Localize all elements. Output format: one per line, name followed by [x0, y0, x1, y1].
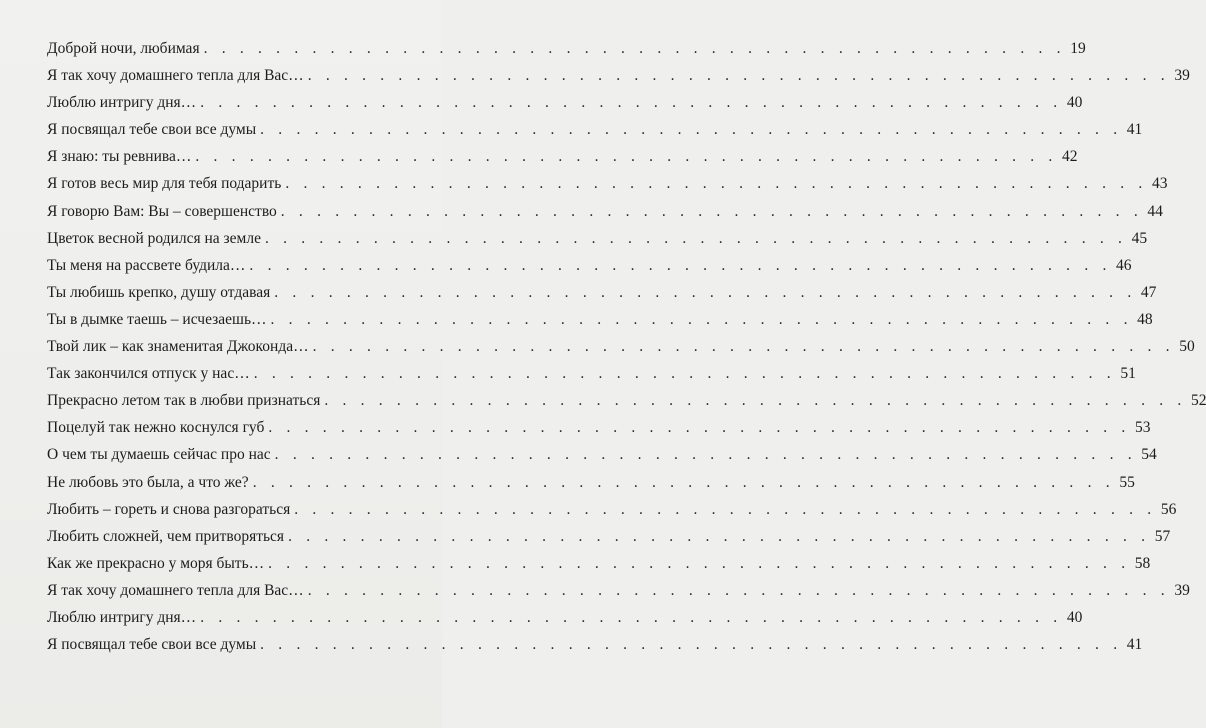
toc-dot-leader: . . . . . . . . . . . . . . . . . . . . . . . . . . . . . . . . . . . . . . . . . . . . . . . . — [203, 40, 1066, 57]
toc-entry-title: Я говорю Вам: Вы – совершенство — [47, 202, 277, 220]
toc-dot-leader: . . . . . . . . . . . . . . . . . . . . . . . . . . . . . . . . . . . . . . . . . . . . . . . . — [294, 500, 1157, 518]
toc-entry — [47, 604, 1083, 631]
toc-entry-title: Люблю интригу дня… — [47, 94, 197, 112]
toc-dot-leader: . . . . . . . . . . . . . . . . . . . . . . . . . . . . . . . . . . . . . . . . . . . . . . . . — [264, 229, 1128, 247]
toc-entry — [47, 252, 1132, 279]
toc-entry-title: Доброй ночи, любимая — [47, 40, 200, 57]
toc-dot-leader: . . . . . . . . . . . . . . . . . . . . . . . . . . . . . . . . . . . . . . . . . . . . . . . . — [307, 67, 1170, 85]
toc-dot-leader: . . . . . . . . . . . . . . . . . . . . . . . . . . . . . . . . . . . . . . . . . . . . . . . . — [195, 148, 1058, 166]
toc-entry — [47, 550, 1151, 577]
toc-entry-page: 19 — [1070, 40, 1086, 57]
toc-entry-page: 48 — [1137, 310, 1153, 328]
toc-entry-title: Так закончился отпуск у нас… — [47, 365, 250, 383]
toc-entry-page: 39 — [1174, 67, 1190, 85]
toc-entry-title: Твой лик – как знаменитая Джоконда… — [47, 338, 309, 356]
toc-entry-title: Прекрасно летом так в любви признаться — [47, 392, 321, 410]
toc-entry-title: Любить – гореть и снова разгораться — [47, 500, 291, 518]
toc-entry — [47, 523, 1171, 550]
toc-dot-leader: . . . . . . . . . . . . . . . . . . . . . . . . . . . . . . . . . . . . . . . . . . . . . . . . — [288, 527, 1151, 545]
toc-entry-title: Цветок весной родился на земле — [47, 229, 261, 247]
toc-entry — [47, 198, 1163, 225]
toc-entry-page: 41 — [1126, 636, 1143, 654]
toc-entry-page: 57 — [1154, 527, 1171, 545]
toc-entry — [47, 62, 1190, 89]
toc-dot-leader: . . . . . . . . . . . . . . . . . . . . . . . . . . . . . . . . . . . . . . . . . . . . . . . . — [324, 392, 1187, 410]
toc-entry-title: Я посвящал тебе свои все думы — [47, 121, 257, 139]
toc-entry-page: 45 — [1131, 229, 1148, 247]
toc-entry — [47, 116, 1143, 143]
toc-entry — [47, 360, 1136, 387]
toc-entry-page: 54 — [1141, 446, 1157, 464]
toc-entry-title: Я готов весь мир для тебя подарить — [47, 175, 282, 193]
toc-entry-title: Как же прекрасно у моря быть… — [47, 554, 265, 572]
toc-entry-page: 41 — [1126, 121, 1143, 139]
toc-entry-page: 55 — [1119, 473, 1135, 491]
toc-entry — [47, 35, 1086, 62]
toc-entry-page: 50 — [1179, 338, 1195, 356]
toc-entry — [47, 279, 1157, 306]
toc-entry — [47, 414, 1151, 441]
toc-entry — [47, 387, 1206, 414]
toc-dot-leader: . . . . . . . . . . . . . . . . . . . . . . . . . . . . . . . . . . . . . . . . . . . . . . . . — [200, 608, 1063, 626]
toc-entry-page: 42 — [1062, 148, 1078, 166]
toc-entry — [47, 469, 1135, 496]
toc-entry-title: Я так хочу домашнего тепла для Вас… — [47, 581, 304, 599]
toc-dot-leader: . . . . . . . . . . . . . . . . . . . . . . . . . . . . . . . . . . . . . . . . . . . . . . . . — [253, 365, 1116, 383]
toc-entry-page: 39 — [1174, 581, 1190, 599]
toc-entry-page: 43 — [1151, 175, 1168, 193]
toc-dot-leader: . . . . . . . . . . . . . . . . . . . . . . . . . . . . . . . . . . . . . . . . . . . . . . . . — [280, 202, 1143, 220]
toc-entry — [47, 89, 1083, 116]
toc-entry-title: Любить сложней, чем притворяться — [47, 527, 285, 545]
toc-entry — [47, 631, 1143, 658]
toc-entry-title: Не любовь это была, а что же? — [47, 473, 249, 491]
toc-entry — [47, 577, 1190, 604]
toc-dot-leader: . . . . . . . . . . . . . . . . . . . . . . . . . . . . . . . . . . . . . . . . . . . . . . . . — [268, 419, 1131, 437]
toc-dot-leader: . . . . . . . . . . . . . . . . . . . . . . . . . . . . . . . . . . . . . . . . . . . . . . . . — [270, 310, 1133, 328]
toc-dot-leader: . . . . . . . . . . . . . . . . . . . . . . . . . . . . . . . . . . . . . . . . . . . . . . . . — [312, 338, 1175, 356]
table-of-contents — [47, 35, 1206, 658]
toc-entry-page: 47 — [1140, 283, 1157, 301]
toc-entry — [47, 170, 1168, 197]
toc-entry — [47, 441, 1157, 468]
toc-entry — [47, 306, 1153, 333]
toc-entry-page: 46 — [1116, 256, 1132, 274]
toc-dot-leader: . . . . . . . . . . . . . . . . . . . . . . . . . . . . . . . . . . . . . . . . . . . . . . . . — [252, 473, 1115, 491]
toc-entry-title: Я так хочу домашнего тепла для Вас… — [47, 67, 304, 85]
toc-entry-page: 51 — [1120, 365, 1136, 383]
toc-entry-title: Ты меня на рассвете будила… — [47, 256, 246, 274]
toc-entry — [47, 225, 1148, 252]
toc-entry-title: Поцелуй так нежно коснулся губ — [47, 419, 265, 437]
toc-entry-title: Ты любишь крепко, душу отдавая — [47, 283, 271, 301]
toc-dot-leader: . . . . . . . . . . . . . . . . . . . . . . . . . . . . . . . . . . . . . . . . . . . . . . . . — [260, 121, 1123, 139]
toc-entry-title: Я знаю: ты ревнива… — [47, 148, 192, 166]
toc-entry-page: 44 — [1147, 202, 1163, 220]
toc-dot-leader: . . . . . . . . . . . . . . . . . . . . . . . . . . . . . . . . . . . . . . . . . . . . . . . . — [249, 256, 1112, 274]
toc-dot-leader: . . . . . . . . . . . . . . . . . . . . . . . . . . . . . . . . . . . . . . . . . . . . . . . . — [285, 175, 1148, 193]
toc-entry — [47, 333, 1195, 360]
toc-entry-page: 40 — [1066, 94, 1083, 112]
toc-entry — [47, 143, 1078, 170]
toc-entry-page: 40 — [1066, 608, 1083, 626]
toc-entry-title: О чем ты думаешь сейчас про нас — [47, 446, 271, 464]
toc-dot-leader: . . . . . . . . . . . . . . . . . . . . . . . . . . . . . . . . . . . . . . . . . . . . . . . . — [307, 581, 1170, 599]
toc-entry-page: 56 — [1160, 500, 1177, 518]
toc-entry — [47, 496, 1177, 523]
toc-entry-title: Люблю интригу дня… — [47, 608, 197, 626]
toc-dot-leader: . . . . . . . . . . . . . . . . . . . . . . . . . . . . . . . . . . . . . . . . . . . . . . . . — [260, 636, 1123, 654]
toc-dot-leader: . . . . . . . . . . . . . . . . . . . . . . . . . . . . . . . . . . . . . . . . . . . . . . . . — [200, 94, 1063, 112]
toc-dot-leader: . . . . . . . . . . . . . . . . . . . . . . . . . . . . . . . . . . . . . . . . . . . . . . . . — [274, 283, 1137, 301]
toc-entry-page: 53 — [1134, 419, 1151, 437]
toc-entry-page: 58 — [1134, 554, 1151, 572]
toc-entry-title: Ты в дымке таешь – исчезаешь… — [47, 310, 267, 328]
toc-entry-page: 52 — [1190, 392, 1206, 410]
toc-dot-leader: . . . . . . . . . . . . . . . . . . . . . . . . . . . . . . . . . . . . . . . . . . . . . . . . — [274, 446, 1137, 464]
toc-entry-title: Я посвящал тебе свои все думы — [47, 636, 257, 654]
toc-dot-leader: . . . . . . . . . . . . . . . . . . . . . . . . . . . . . . . . . . . . . . . . . . . . . . . . — [268, 554, 1131, 572]
